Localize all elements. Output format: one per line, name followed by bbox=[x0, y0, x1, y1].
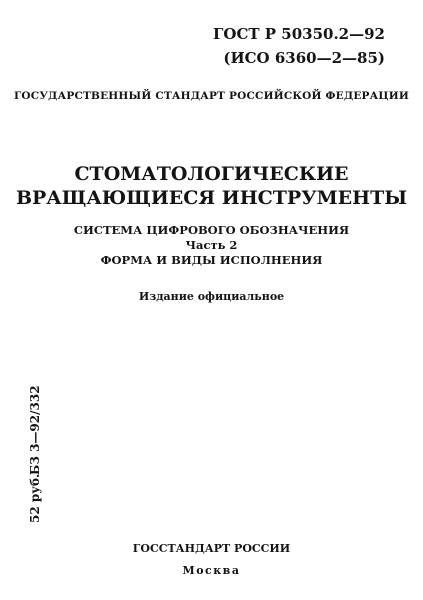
side-code: БЗ 3—92/332 bbox=[28, 385, 42, 475]
publisher-block bbox=[0, 538, 423, 582]
publisher-city: Москва bbox=[182, 564, 241, 577]
document-title bbox=[0, 162, 423, 210]
iso-equivalent: (ИСО 6360—2—85) bbox=[223, 49, 385, 67]
standard-header: ГОСУДАРСТВЕННЫЙ СТАНДАРТ РОССИЙСКОЙ ФЕДЕРАЦИИ bbox=[13, 90, 409, 102]
subtitle-line-3: ФОРМА И ВИДЫ ИСПОЛНЕНИЯ bbox=[100, 253, 323, 267]
part-label: Часть 2 bbox=[185, 238, 238, 252]
title-line-2: ВРАЩАЮЩИЕСЯ ИНСТРУМЕНТЫ bbox=[15, 187, 408, 209]
standard-number: ГОСТ Р 50350.2—92 bbox=[213, 25, 385, 43]
standard-designation bbox=[213, 22, 385, 70]
document-subtitle bbox=[0, 223, 423, 268]
title-line-1: СТОМАТОЛОГИЧЕСКИЕ bbox=[74, 163, 349, 185]
publisher-name: ГОССТАНДАРТ РОССИИ bbox=[132, 542, 291, 555]
edition-label: Издание официальное bbox=[138, 290, 285, 303]
side-price: 52 руб. bbox=[28, 473, 42, 523]
subtitle-line-1: СИСТЕМА ЦИФРОВОГО ОБОЗНАЧЕНИЯ bbox=[73, 223, 350, 237]
